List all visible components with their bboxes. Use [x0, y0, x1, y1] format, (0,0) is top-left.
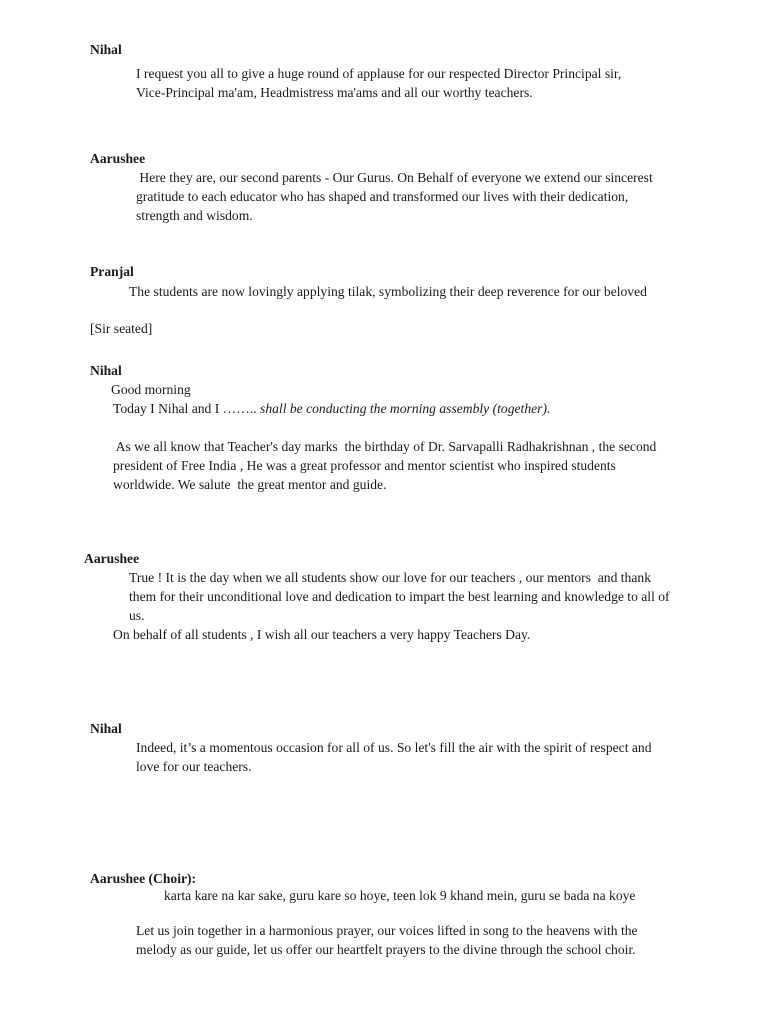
speaker-aarushee-1: Aarushee: [90, 151, 146, 166]
s3-line-1: The students are now lovingly applying tilak, symbolizing their deep reverence for our beloved: [129, 284, 647, 299]
speaker-nihal-1: Nihal: [90, 42, 122, 57]
s6-line-1: Indeed, it’s a momentous occasion for all of us. So let's fill the air with the spirit of respect and: [136, 740, 652, 755]
s1-line-1: I request you all to give a huge round of applause for our respected Director Principal sir,: [136, 66, 622, 81]
speaker-aarushee-choir: Aarushee (Choir):: [90, 871, 197, 886]
speaker-nihal-2: Nihal: [90, 363, 122, 378]
s4-intro-plain: Today I Nihal and I ……..: [113, 401, 257, 416]
s5-line-1: True ! It is the day when we all students show our love for our teachers , our mentors and thank: [129, 570, 651, 585]
s5-line-4: On behalf of all students , I wish all our teachers a very happy Teachers Day.: [113, 627, 531, 642]
speaker-aarushee-2: Aarushee: [84, 551, 140, 566]
s4-para-line-1: As we all know that Teacher's day marks the birthday of Dr. Sarvapalli Radhakrishnan , the second: [113, 439, 657, 454]
s4-greeting: Good morning: [111, 382, 191, 397]
s4-intro: [113, 399, 550, 418]
s4-intro-italic: shall be conducting the morning assembly (together).: [256, 401, 551, 416]
stage-direction: [Sir seated]: [90, 321, 153, 336]
s7-line-2: melody as our guide, let us offer our heartfelt prayers to the divine through the school choir.: [136, 942, 636, 957]
s4-para-line-2: president of Free India , He was a great professor and mentor scientist who inspired students: [113, 458, 616, 473]
s2-line-2: gratitude to each educator who has shaped and transformed our lives with their dedication,: [136, 189, 629, 204]
s2-line-1: Here they are, our second parents - Our Gurus. On Behalf of everyone we extend our sincerest: [136, 170, 653, 185]
s7-line-1: Let us join together in a harmonious prayer, our voices lifted in song to the heavens with the: [136, 923, 638, 938]
s1-line-2: Vice-Principal ma'am, Headmistress ma'ams and all our worthy teachers.: [136, 85, 533, 100]
s7-couplet: karta kare na kar sake, guru kare so hoye, teen lok 9 khand mein, guru se bada na koye: [164, 888, 636, 903]
s4-para-line-3: worldwide. We salute the great mentor and guide.: [113, 477, 387, 492]
speaker-nihal-3: Nihal: [90, 721, 122, 736]
speaker-pranjal: Pranjal: [90, 264, 134, 279]
s5-line-3: us.: [129, 608, 145, 623]
s6-line-2: love for our teachers.: [136, 759, 252, 774]
s5-line-2: them for their unconditional love and dedication to impart the best learning and knowledge to all of: [129, 589, 670, 604]
s2-line-3: strength and wisdom.: [136, 208, 253, 223]
